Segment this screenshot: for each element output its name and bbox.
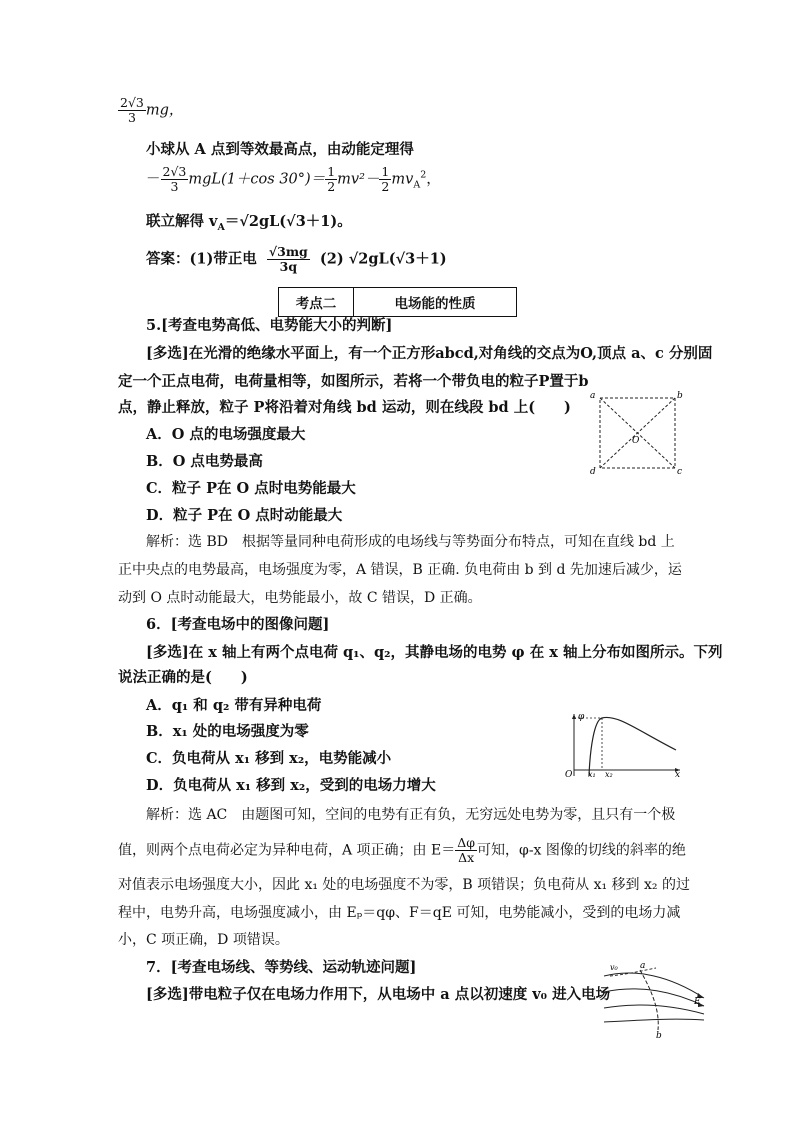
square-diagram	[588, 390, 686, 476]
origin-label: O	[565, 770, 573, 778]
text-line: 联立解得 $v_A=√2gL(√3+1)$。	[146, 213, 352, 233]
label-a: a	[590, 391, 596, 401]
text-line: 小球从 A 点到等效最高点，由动能定理得	[146, 141, 414, 158]
q5-line3: 点，静止释放，粒子 P将沿着对角线 bd 运动，则在线段 bd 上( )	[118, 399, 571, 416]
q6-solution-3: 对值表示电场强度大小，因此 x₁ 处的电场强度不为零，B 项错误；负电荷从 x₁ 移到 x₂ 的过	[118, 877, 690, 893]
q5-line2: 定一个正点电荷，电荷量相等，如图所示，若将一个带负电的粒子P置于b	[118, 373, 589, 390]
q5-solution-3: 动到 O 点时动能最大，电势能最小，故 C 错误，D 正确。	[118, 590, 482, 606]
q5-title: 5.[考查电势高低、电势能大小的判断]	[146, 317, 393, 334]
equation-line: － $\frac{2√3}{3}$ mgL(1＋cos 30°)＝ $\frac{1}{2}$ mv²－ $\frac{1}{2}$ $mv_A^2$，	[146, 164, 441, 194]
axis-label-phi: φ	[578, 712, 585, 722]
label-o: O	[632, 436, 640, 446]
label-a: a	[640, 961, 646, 971]
q6-solution-1: 解析：选 AC 由题图可知，空间的电势有正有负，无穷远处电势为零，且只有一个极	[146, 807, 676, 823]
fraction: $\frac{2√3}{3}$	[120, 95, 144, 125]
field-lines-diagram	[600, 958, 710, 1040]
topic-box	[278, 287, 517, 317]
q5-option-d: D．粒子 P在 O 点时动能最大	[146, 507, 343, 524]
potential-graph	[562, 710, 684, 778]
label-d: d	[590, 467, 596, 476]
q5-solution-1: 解析：选 BD 根据等量同种电荷形成的电场线与等势面分布特点，可知在直线 bd 上	[146, 534, 675, 550]
label-x2: x₂	[605, 770, 613, 778]
q6-solution-2: 值，则两个点电荷必定为异种电荷，A 项正确；由 E＝ $\frac{\Delta\varphi}{\Delta x}$ 可知，φ-x 图像的切线的斜率的绝	[118, 835, 686, 865]
q6-option-a: A．q₁ 和 q₂ 带有异种电荷	[146, 697, 322, 714]
q6-option-d: D．负电荷从 x₁ 移到 x₂，受到的电场力增大	[146, 777, 436, 794]
q6-line2: 说法正确的是( )	[118, 669, 248, 686]
q6-line1: [多选]在 x 轴上有两个点电荷 q₁、q₂，其静电场的电势 φ 在 x 轴上分布如图所示。下列	[146, 644, 723, 661]
label-v0: v₀	[610, 963, 618, 972]
label-e: E	[694, 997, 701, 1007]
q6-title: 6．[考查电场中的图像问题]	[146, 616, 330, 633]
q7-title: 7．[考查电场线、等势线、运动轨迹问题]	[146, 959, 417, 976]
q6-option-b: B．x₁ 处的电场强度为零	[146, 723, 309, 740]
frac-line: $\frac{2√3}{3}$ mg，	[120, 95, 184, 125]
label-b: b	[656, 1031, 662, 1040]
q5-option-a: A．O 点的电场强度最大	[146, 426, 306, 443]
q5-solution-2: 正中央点的电势最高，电场强度为零，A 错误，B 正确. 负电荷由 b 到 d 先加速后减少，运	[118, 562, 682, 578]
topic-number: 考点二	[279, 288, 354, 317]
topic-title: 电场能的性质	[354, 288, 517, 317]
label-b: b	[677, 391, 683, 401]
q6-solution-5: 小，C 项正确，D 项错误。	[118, 932, 289, 948]
q5-line1: [多选]在光滑的绝缘水平面上，有一个正方形abcd,对角线的交点为O,顶点 a、c 分别固	[146, 345, 713, 362]
axis-label-x: x	[675, 770, 681, 778]
q7-line1: [多选]带电粒子仅在电场力作用下，从电场中 a 点以初速度 v₀ 进入电场	[146, 986, 611, 1003]
label-x1: x₁	[588, 770, 596, 778]
label-c: c	[677, 467, 683, 476]
answer-line: 答案：(1)带正电 $\frac{√3mg}{3q}$ (2) √2gL(√3＋1)	[146, 244, 447, 274]
q6-option-c: C．负电荷从 x₁ 移到 x₂，电势能减小	[146, 750, 392, 767]
q5-option-b: B．O 点电势最高	[146, 453, 263, 470]
q5-option-c: C．粒子 P在 O 点时电势能最大	[146, 480, 356, 497]
q6-solution-4: 程中，电势升高，电场强度减小，由 Eₚ＝qφ、F＝qE 可知，电势能减小，受到的电场力减	[118, 905, 681, 921]
